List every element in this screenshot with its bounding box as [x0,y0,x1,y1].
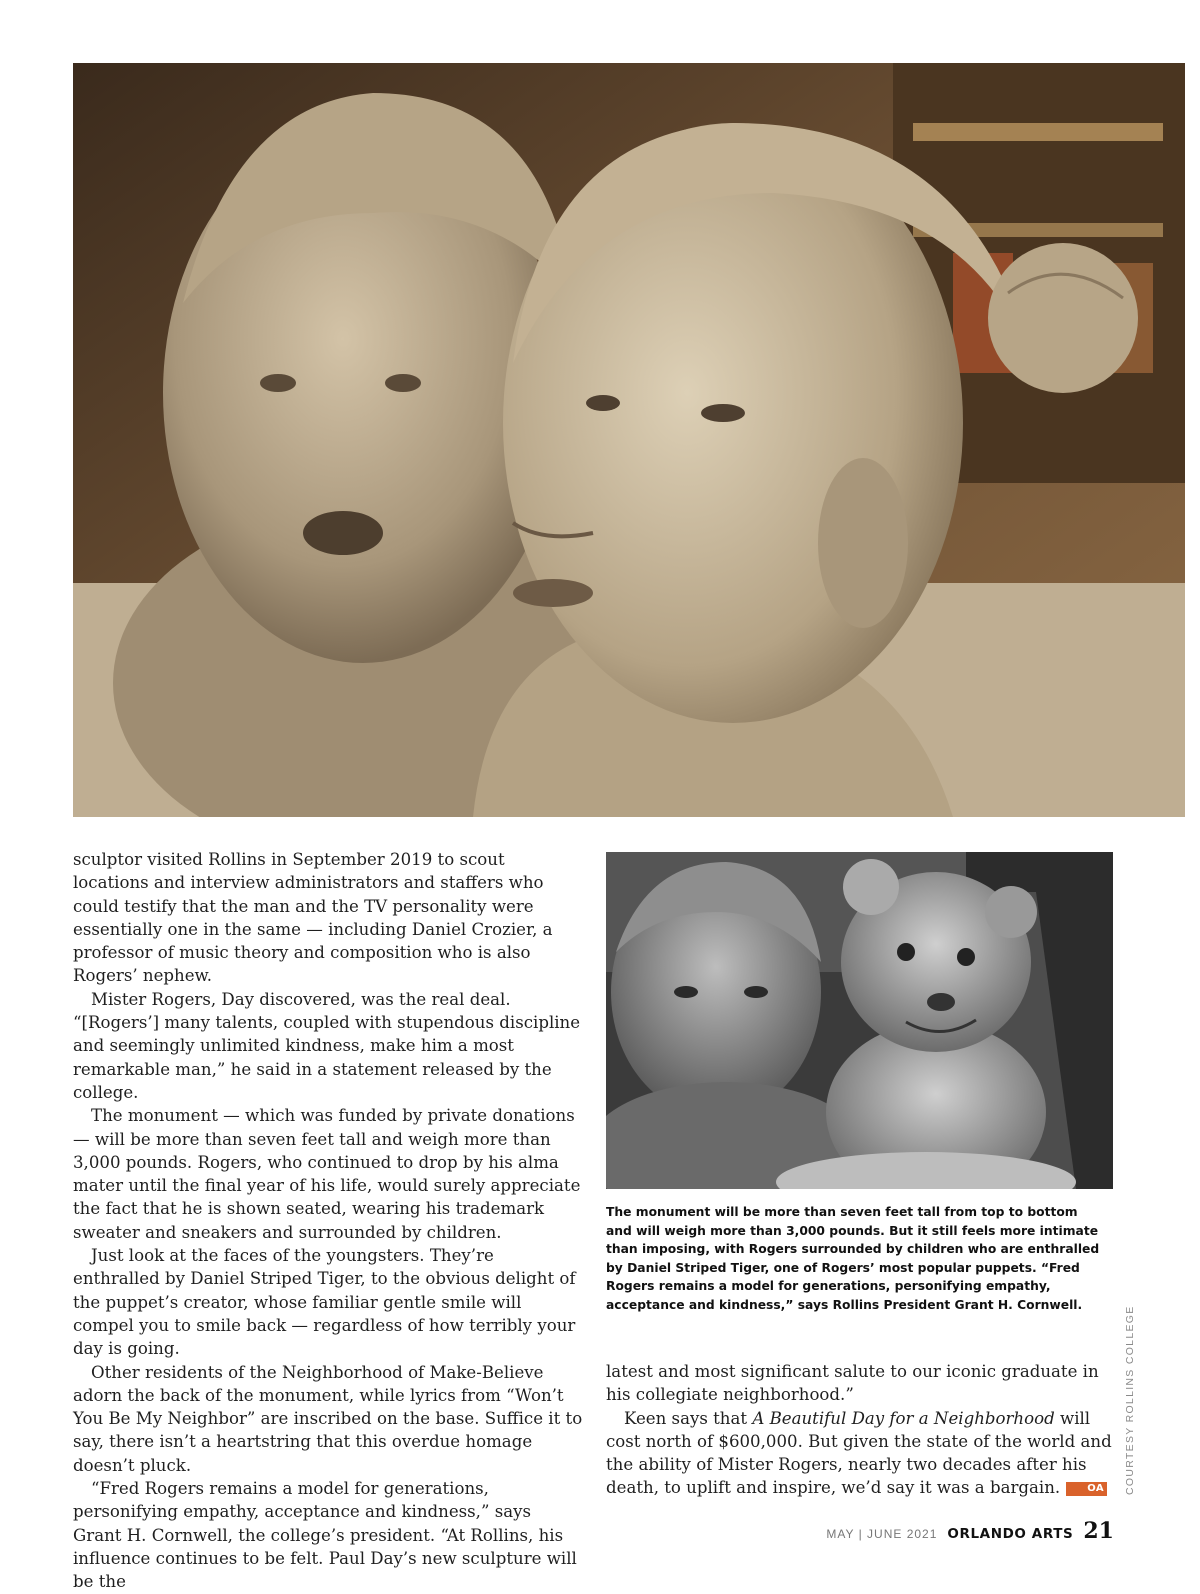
sculpture-heads-image [73,63,1185,817]
body-paragraph: “Fred Rogers remains a model for generations, personifying empathy, acceptance and kindness,” says Grant H. Cornwell, the college’s president. “At Rollins, his influence continues to be felt. Paul Day’s new sculpture will be the [73,1479,577,1592]
article-column-left [73,848,583,1594]
photo-caption: The monument will be more than seven feet tall from top to bottom and will weigh more than 3,000 pounds. But it still feels more intimate than imposing, with Rogers surrounded by children who are enthralled by Daniel Striped Tiger, one of Rogers’ most popular puppets. “Fred Rogers remains a model for generations, personifying empathy, acceptance and kindness,” says Rollins President Grant H. Cornwell. [606,1205,1100,1312]
body-paragraph: Just look at the faces of the youngsters. They’re enthralled by Daniel Striped Tiger, to the obvious delight of the puppet’s creator, whose familiar gentle smile will compel you to smile back — regardless of how terribly your day is going. [73,1246,576,1359]
body-paragraph: latest and most significant salute to our iconic graduate in his collegiate neighborhood.” [606,1362,1099,1405]
body-paragraph: sculptor visited Rollins in September 2019 to scout locations and interview administrators and staffers who could testify that the man and the TV personality were essentially one in the same — including Daniel Crozier, a professor of music theory and composition who is also Rogers’ nephew. [73,850,553,986]
photo-credit: COURTESY ROLLINS COLLEGE [1124,1305,1136,1495]
inset-photo [606,852,1113,1189]
magazine-name: ORLANDO ARTS [947,1526,1074,1542]
hero-photo [73,63,1185,817]
body-paragraph: Mister Rogers, Day discovered, was the real deal. “[Rogers’] many talents, coupled with stupendous discipline and seemingly unlimited kindness, make him a most remarkable man,” he said in a statement released by the college. [73,989,581,1102]
body-paragraph: The monument — which was funded by private donations — will be more than seven feet tall and weigh more than 3,000 pounds. Rogers, who continued to drop by his alma mater until the final year of his life, would surely appreciate the fact that he is shown seated, wearing his trademark sweater and sneakers and surrounded by children. [73,1106,581,1242]
body-text: will cost north of $600,000. But given the state of the world and the ability of Mister Rogers, nearly two decades after his death, to uplift and inspire, we’d say it was a bargain. [606,1408,1112,1498]
sculpture-title: A Beautiful Day for a Neighborhood [752,1408,1055,1428]
body-text: Keen says that [624,1408,753,1428]
issue-date: MAY | JUNE 2021 [826,1527,938,1541]
page-number: 21 [1083,1518,1114,1544]
body-paragraph: Other residents of the Neighborhood of Make-Believe adorn the back of the monument, while lyrics from “Won’t You Be My Neighbor” are inscribed on the base. Suffice it to say, there isn’t a heartstring that this overdue homage doesn’t pluck. [73,1362,583,1475]
end-mark-icon: OA [1066,1482,1107,1496]
tiger-puppet-sculpture-image [606,852,1113,1189]
body-paragraph [606,1407,1116,1500]
article-column-right [606,1360,1116,1500]
page-footer [826,1518,1114,1544]
